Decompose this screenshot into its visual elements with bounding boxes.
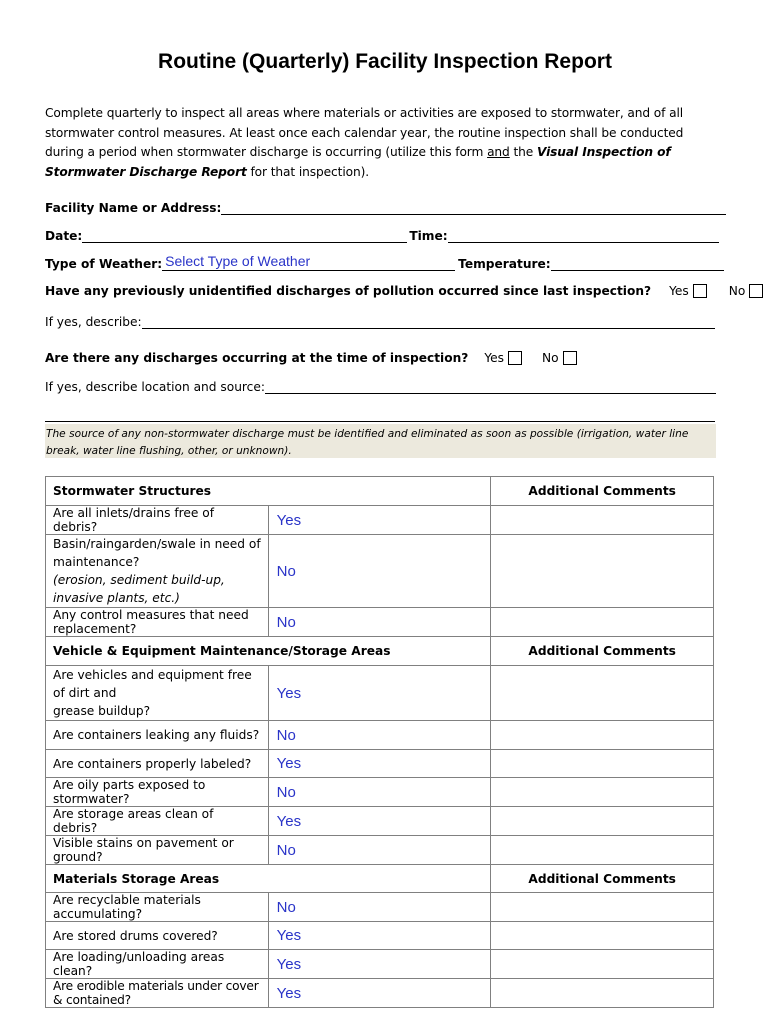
question-cell: Are oily parts exposed to stormwater? — [46, 778, 269, 807]
table-row — [46, 922, 714, 950]
question-cell: Are containers leaking any fluids? — [46, 721, 269, 750]
current-discharge-question: Are there any discharges occurring at the time of inspection? — [45, 351, 469, 365]
table-row — [46, 535, 714, 608]
prev-no-label: No — [728, 284, 746, 298]
current-no-label: No — [542, 351, 559, 365]
location-field[interactable] — [265, 379, 716, 394]
weather-value: Select Type of Weather — [165, 253, 311, 269]
answer-select[interactable]: No — [268, 836, 491, 865]
weather-label: Type of Weather: — [45, 257, 163, 271]
comments-header: Additional Comments — [491, 865, 714, 893]
comment-field[interactable] — [491, 950, 714, 979]
comment-field[interactable] — [491, 721, 714, 750]
comment-field[interactable] — [491, 666, 714, 721]
prev-yes-checkbox[interactable] — [693, 284, 707, 298]
intro-form-name: Visual Inspection of Stormwater Discharge Report — [45, 145, 671, 179]
intro-text: Complete quarterly to inspect all areas where materials or activities are exposed to stormwater, and of all stormwater control measures. At least once each calendar year, the routine inspection shall be conducted during a period when stormwater discharge is occurring (utilize this form — [45, 106, 684, 159]
table-row — [46, 506, 714, 535]
question-cell: Are erodible materials under cover & contained? — [46, 979, 269, 1008]
comment-field[interactable] — [491, 922, 714, 950]
question-cell — [46, 535, 269, 608]
intro-text-3: for that inspection). — [246, 164, 370, 179]
table-row — [46, 778, 714, 807]
question-cell — [46, 666, 269, 721]
question-cell: Are stored drums covered? — [46, 922, 269, 950]
section-header-vehicle — [46, 637, 714, 666]
question-cell: Are loading/unloading areas clean? — [46, 950, 269, 979]
answer-select[interactable]: No — [268, 778, 491, 807]
prev-yes-label: Yes — [669, 284, 689, 298]
answer-select[interactable]: No — [268, 893, 491, 922]
section-title: Vehicle & Equipment Maintenance/Storage Areas — [46, 637, 491, 666]
comments-header: Additional Comments — [491, 637, 714, 666]
question-cell: Any control measures that need replacement? — [46, 608, 269, 637]
intro-and-word: and — [487, 145, 510, 159]
table-row — [46, 666, 714, 721]
section-title: Materials Storage Areas — [46, 865, 491, 893]
answer-select[interactable]: Yes — [268, 922, 491, 950]
prev-discharge-row — [45, 284, 763, 298]
facility-row — [45, 200, 726, 215]
location-label: If yes, describe location and source: — [45, 380, 265, 394]
question-text: Basin/raingarden/swale in need of maintenance? — [53, 537, 261, 569]
prev-no-checkbox[interactable] — [749, 284, 763, 298]
location-row — [45, 379, 716, 394]
comment-field[interactable] — [491, 807, 714, 836]
comment-field[interactable] — [491, 979, 714, 1008]
comment-field[interactable] — [491, 506, 714, 535]
comments-header: Additional Comments — [491, 477, 714, 506]
answer-select[interactable]: Yes — [268, 506, 491, 535]
prev-describe-label: If yes, describe: — [45, 315, 142, 329]
question-cell: Are storage areas clean of debris? — [46, 807, 269, 836]
time-label: Time: — [409, 229, 448, 243]
weather-select[interactable] — [162, 253, 455, 271]
comment-field[interactable] — [491, 750, 714, 778]
intro-paragraph — [45, 104, 725, 182]
table-row — [46, 721, 714, 750]
date-time-row — [45, 228, 719, 243]
location-field-line-2[interactable] — [45, 421, 715, 422]
date-label: Date: — [45, 229, 83, 243]
table-row — [46, 893, 714, 922]
weather-row — [45, 253, 724, 271]
answer-select[interactable]: Yes — [268, 950, 491, 979]
section-title: Stormwater Structures — [46, 477, 491, 506]
answer-select[interactable]: Yes — [268, 979, 491, 1008]
prev-describe-row — [45, 314, 715, 329]
question-cell: Are all inlets/drains free of debris? — [46, 506, 269, 535]
section-header-materials — [46, 865, 714, 893]
facility-label: Facility Name or Address: — [45, 201, 222, 215]
table-row — [46, 750, 714, 778]
temperature-field[interactable] — [551, 256, 724, 271]
table-row — [46, 836, 714, 865]
answer-select[interactable]: No — [268, 535, 491, 608]
answer-select[interactable]: Yes — [268, 666, 491, 721]
current-yes-label: Yes — [484, 351, 505, 365]
answer-select[interactable]: No — [268, 608, 491, 637]
section-header-stormwater — [46, 477, 714, 506]
time-field[interactable] — [448, 228, 719, 243]
answer-select[interactable]: Yes — [268, 750, 491, 778]
question-cell: Are containers properly labeled? — [46, 750, 269, 778]
answer-select[interactable]: Yes — [268, 807, 491, 836]
current-no-checkbox[interactable] — [563, 351, 577, 365]
facility-field[interactable] — [221, 200, 726, 215]
prev-describe-field[interactable] — [142, 314, 715, 329]
question-cell: Visible stains on pavement or ground? — [46, 836, 269, 865]
answer-select[interactable]: No — [268, 721, 491, 750]
comment-field[interactable] — [491, 535, 714, 608]
prev-discharge-question: Have any previously unidentified discharges of pollution occurred since last inspection? — [45, 284, 652, 298]
question-text: Are vehicles and equipment free of dirt and — [53, 668, 252, 700]
current-discharge-row — [45, 351, 577, 365]
temperature-label: Temperature: — [458, 257, 551, 271]
table-row — [46, 979, 714, 1008]
page-title: Routine (Quarterly) Facility Inspection Report — [158, 50, 612, 73]
comment-field[interactable] — [491, 836, 714, 865]
question-text-2: grease buildup? — [53, 704, 151, 718]
intro-text-2: the — [509, 145, 537, 159]
inspection-table — [45, 476, 714, 1008]
question-detail: (erosion, sediment build-up, invasive plants, etc.) — [53, 573, 225, 605]
comment-field[interactable] — [491, 778, 714, 807]
question-cell: Are recyclable materials accumulating? — [46, 893, 269, 922]
table-row — [46, 807, 714, 836]
date-field[interactable] — [82, 228, 407, 243]
comment-field[interactable] — [491, 893, 714, 922]
table-row — [46, 950, 714, 979]
current-yes-checkbox[interactable] — [508, 351, 522, 365]
discharge-note: The source of any non-stormwater discharge must be identified and eliminated as soon as possible (irrigation, water line break, water line flushing, other, or unknown). — [45, 424, 716, 458]
comment-field[interactable] — [491, 608, 714, 637]
table-row — [46, 608, 714, 637]
